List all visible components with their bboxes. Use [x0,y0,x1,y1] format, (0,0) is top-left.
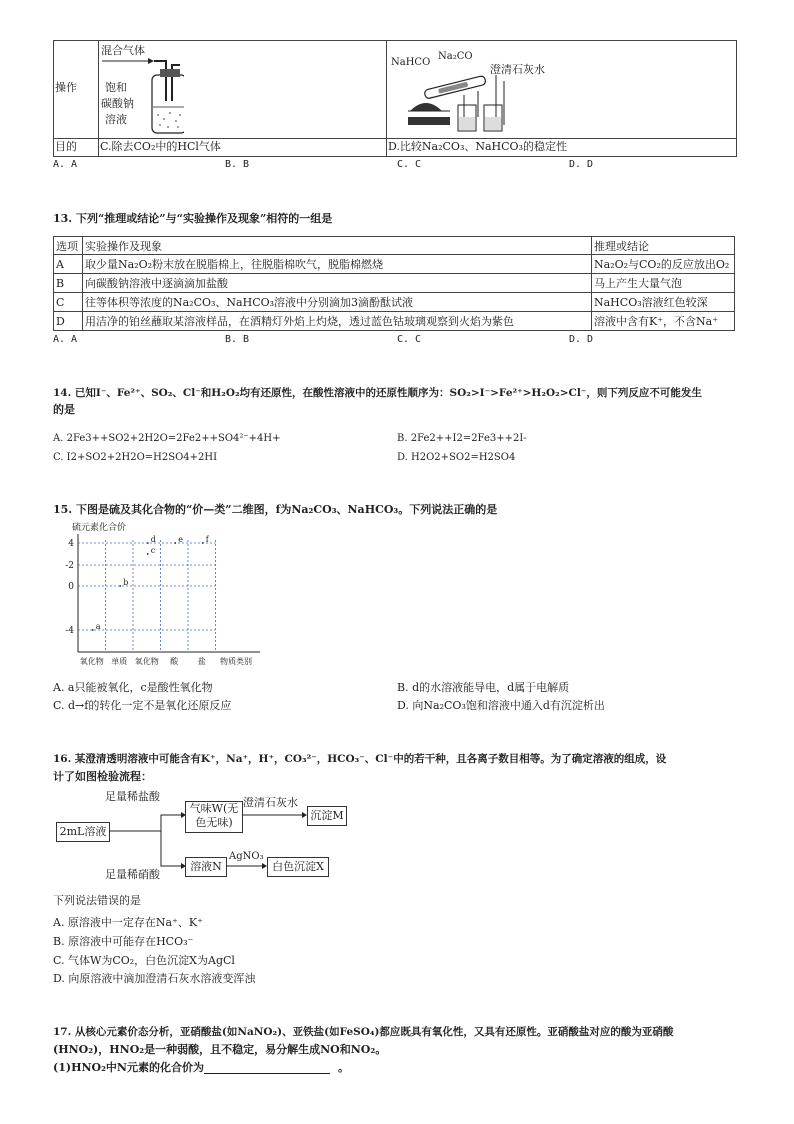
data-point-label: b [123,578,129,587]
table-row [54,293,735,312]
q12-option-c[interactable]: C. C [397,159,422,170]
x-axis-label: 物质类别 [220,657,252,666]
q15-stem: 15. 下图是硫及其化合物的“价—类”二维图，f为Na₂CO₃、NaHCO₃。下列说法正确的是 [53,503,498,516]
data-point [92,629,94,631]
y-tick-label: -2 [65,561,74,571]
table-row [54,312,735,331]
valence-class-chart [60,520,270,670]
q15-option-c[interactable]: C. d→f的转化一定不是氧化还原反应 [53,699,232,712]
data-point-label: d [150,535,156,544]
q12-solution-2: 碳酸钠 [101,97,134,110]
data-point [147,542,149,544]
x-tick-label: 氧化物 [79,657,104,666]
q13-conclusion: 溶液中含有K⁺，不含Na⁺ [592,312,735,331]
q14-stem-line1: 14. 已知I⁻、Fe²⁺、SO₂、Cl⁻和H₂O₂均有还原性，在酸性溶液中的还原性顺序为：SO₂>I⁻>Fe²⁺>H₂O₂>Cl⁻，则下列反应不可能发生 [53,387,702,399]
q14-option-d[interactable]: D. H2O2+SO2=H2SO4 [397,452,516,463]
q13-op: 向碳酸钠溶液中逐滴滴加盐酸 [83,274,592,293]
q12-goal-d: D.比较Na₂CO₃、NaHCO₃的稳定性 [388,140,567,153]
q14-option-c[interactable]: C. I2+SO2+2H2O=H2SO4+2HI [53,452,218,463]
table-row [54,255,735,274]
q13-opt: B [54,274,83,293]
q15-option-b[interactable]: B. d的水溶液能导电，d属于电解质 [397,681,570,694]
q12-solution-1: 饱和 [105,81,127,94]
q16-prompt: 下列说法错误的是 [53,894,141,907]
flow-bottom-arrow-label: 足量稀硝酸 [105,868,160,881]
q13-header-option: 选项 [54,237,83,255]
q12-option-b[interactable]: B. B [225,159,250,170]
q13-option-b[interactable]: B. B [225,334,250,345]
q13-options [53,334,753,348]
q13-op: 往等体积等浓度的Na₂CO₃、NaHCO₃溶液中分别滴加3滴酚酞试液 [83,293,592,312]
x-tick-label: 酸 [170,657,179,666]
q13-stem: 13. 下列“推理或结论”与“实验操作及现象”相符的一组是 [53,212,333,225]
q13-opt: C [54,293,83,312]
q13-conclusion: NaHCO₃溶液红色较深 [592,293,735,312]
data-point [202,542,204,544]
table-row [54,274,735,293]
data-point [147,553,149,555]
q12-op-label: 操作 [55,81,77,94]
q12-row-divider [54,138,736,139]
y-tick-label: -4 [65,626,74,636]
data-point-label: a [95,622,101,631]
flow-limewater-label: 澄清石灰水 [243,796,298,809]
q17-stem-line1: 17. 从核心元素价态分析，亚硝酸盐(如NaNO₂)、亚铁盐(如FeSO₄)都应既具有氧化性，又具有还原性。亚硝酸盐对应的酸为亚硝酸 [53,1026,674,1038]
q16-stem-line2: 计了如图检验流程： [53,770,152,783]
q12-option-a[interactable]: A. A [53,159,78,170]
q17-sub1: (1)HNO₂中N元素的化合价为 [53,1061,204,1074]
q14-stem-line2: 的是 [53,403,75,416]
q16-flowchart [53,788,353,883]
data-point [174,542,176,544]
q12-table [53,40,737,157]
q17-sub1-blank[interactable] [204,1073,330,1074]
q16-option-a[interactable]: A. 原溶液中一定存在Na⁺、K⁺ [53,916,203,929]
q12-mixed-gas-label: 混合气体 [101,44,145,57]
q16-option-c[interactable]: C. 气体W为CO₂，白色沉淀X为AgCl [53,954,235,967]
q13-opt: A [54,255,83,274]
q12-nahco3-label: NaHCO [391,57,431,68]
q13-op: 取少量Na₂O₂粉末放在脱脂棉上，往脱脂棉吹气，脱脂棉燃烧 [83,255,592,274]
flow-agno3-label: AgNO₃ [229,851,264,862]
y-tick-label: 4 [68,539,74,549]
q12-solution-3: 溶液 [105,113,127,126]
flow-gas-line2: 色无味) [195,816,233,829]
flow-precip-m-box: 沉淀M [307,806,347,826]
flow-start-box: 2mL溶液 [56,822,110,842]
q15-option-d[interactable]: D. 向Na₂CO₃饱和溶液中通入d有沉淀析出 [397,699,605,712]
heating-stability-apparatus [404,65,514,135]
q13-option-c[interactable]: C. C [397,334,422,345]
flow-white-precip-box: 白色沉淀X [267,857,329,877]
y-tick-label: 0 [68,582,74,592]
q17-sub1-end: 。 [338,1061,349,1074]
flow-solution-n-box: 溶液N [185,857,227,877]
q12-goal-label: 目的 [55,140,77,153]
q17-stem-line2: (HNO₂)，HNO₂是一种弱酸，且不稳定，易分解生成NO和NO₂。 [53,1043,387,1056]
flow-gas-line1: 气味W(无 [189,802,239,815]
q12-option-d[interactable]: D. D [569,159,594,170]
x-tick-label: 盐 [197,657,206,666]
q16-option-b[interactable]: B. 原溶液中可能存在HCO₃⁻ [53,935,194,948]
data-point-label: c [150,546,156,555]
q15-option-a[interactable]: A. a只能被氧化，c是酸性氧化物 [53,681,213,694]
data-point [119,585,121,587]
data-point-label: e [178,535,183,544]
q16-stem-line1: 16. 某澄清透明溶液中可能含有K⁺，Na⁺，H⁺，CO₃²⁻，HCO₃⁻、Cl⁻中的若干种，且各离子数目相等。为了确定溶液的组成，设 [53,753,667,765]
q16-option-d[interactable]: D. 向原溶液中滴加澄清石灰水溶液变浑浊 [53,972,256,985]
flow-arrows [53,788,353,883]
x-tick-label: 氧化物 [134,657,159,666]
q13-option-a[interactable]: A. A [53,334,78,345]
q12-na2co3-label: Na₂CO [438,51,473,62]
data-point-label: f [205,535,209,544]
q13-header-row [54,237,735,255]
q13-opt: D [54,312,83,331]
q12-options [53,159,753,173]
y-axis-label: 硫元素化合价 [72,523,127,533]
q13-header-op: 实验操作及现象 [83,237,592,255]
q14-option-b[interactable]: B. 2Fe2++I2=2Fe3++2I- [397,433,527,444]
q13-conclusion: Na₂O₂与CO₂的反应放出O₂ [592,255,735,274]
q13-op: 用洁净的铂丝蘸取某溶液样品，在酒精灯外焰上灼烧，透过蓝色钴玻璃观察到火焰为紫色 [83,312,592,331]
q13-option-d[interactable]: D. D [569,334,594,345]
x-tick-label: 单质 [111,657,128,666]
q14-option-a[interactable]: A. 2Fe3++SO2+2H2O=2Fe2++SO4²⁻+4H+ [53,433,281,444]
q12-limewater-label: 澄清石灰水 [490,63,545,76]
flow-top-arrow-label: 足量稀盐酸 [105,790,160,803]
q13-header-conclusion: 推理或结论 [592,237,735,255]
q13-conclusion: 马上产生大量气泡 [592,274,735,293]
q12-goal-c: C.除去CO₂中的HCl气体 [100,140,221,153]
q13-table [53,236,735,331]
